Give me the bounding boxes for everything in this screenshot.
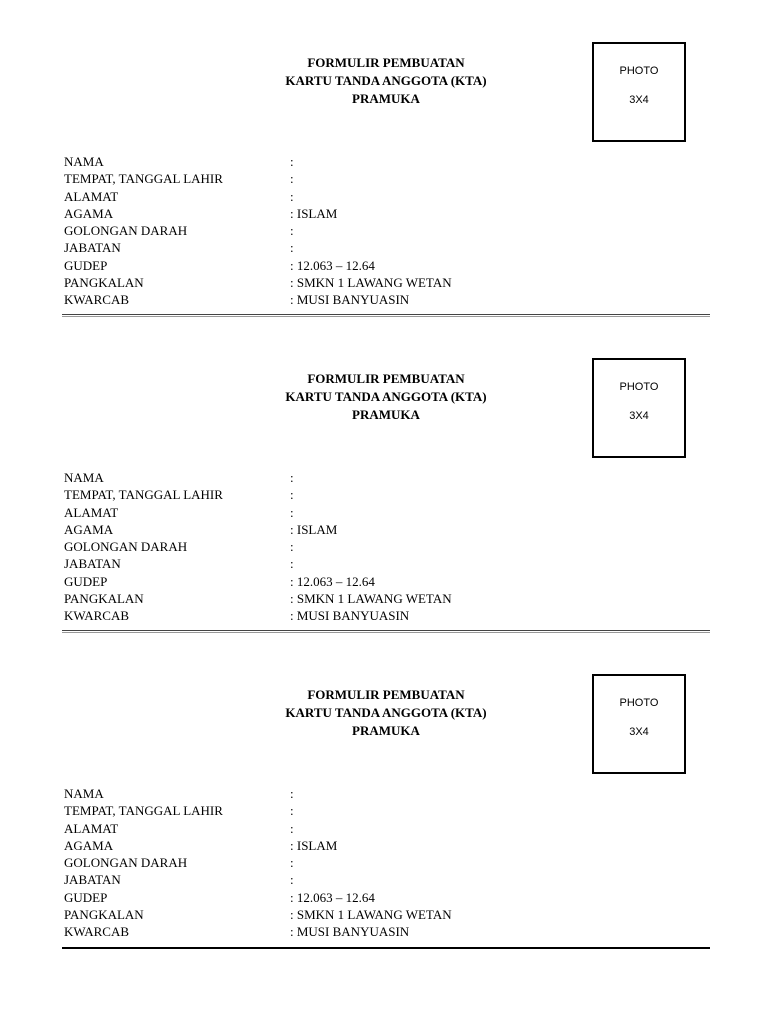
field-row-kwarcab	[64, 291, 710, 308]
field-value: :	[290, 820, 294, 836]
field-value: : 12.063 – 12.64	[290, 573, 375, 589]
field-value: :	[290, 803, 294, 819]
field-label: NAMA	[64, 786, 104, 801]
field-value: : ISLAM	[290, 837, 338, 853]
field-row-pangkalan	[64, 590, 710, 607]
field-label: PANGKALAN	[64, 591, 144, 607]
field-row-golongan-darah	[64, 538, 710, 555]
field-row-jabatan	[64, 239, 710, 256]
form-title-line: FORMULIR PEMBUATAN	[307, 687, 465, 702]
field-value: :	[290, 539, 294, 555]
field-row-agama	[64, 521, 710, 538]
form-fields	[64, 785, 710, 941]
field-label: TEMPAT, TANGGAL LAHIR	[64, 171, 223, 187]
field-row-gudep	[64, 889, 710, 906]
field-value: : MUSI BANYUASIN	[290, 924, 410, 940]
form-title	[200, 686, 572, 740]
field-value: : ISLAM	[290, 521, 338, 537]
field-row-jabatan	[64, 555, 710, 572]
field-row-golongan-darah	[64, 222, 710, 239]
photo-box	[592, 358, 686, 458]
field-value: : MUSI BANYUASIN	[290, 292, 410, 308]
field-row-jabatan	[64, 871, 710, 888]
field-value: :	[290, 504, 294, 520]
field-value: :	[290, 786, 294, 801]
field-value: : ISLAM	[290, 205, 338, 221]
field-row-gudep	[64, 257, 710, 274]
field-label: PANGKALAN	[64, 907, 144, 923]
form-title-line: KARTU TANDA ANGGOTA (KTA)	[285, 73, 487, 88]
photo-label: PHOTO	[619, 697, 659, 709]
field-label: GOLONGAN DARAH	[64, 855, 188, 871]
field-row-nama	[64, 785, 710, 802]
kta-form-1	[0, 42, 768, 342]
field-row-agama	[64, 205, 710, 222]
field-value: : SMKN 1 LAWANG WETAN	[290, 591, 452, 607]
field-label: TEMPAT, TANGGAL LAHIR	[64, 487, 223, 503]
form-title-line: FORMULIR PEMBUATAN	[307, 371, 465, 386]
field-row-ttl	[64, 802, 710, 819]
field-value: :	[290, 154, 294, 169]
field-row-ttl	[64, 170, 710, 187]
form-title	[200, 370, 572, 424]
field-label: AGAMA	[64, 521, 114, 537]
field-label: KWARCAB	[64, 608, 130, 624]
field-value: : SMKN 1 LAWANG WETAN	[290, 907, 452, 923]
field-value: :	[290, 223, 294, 239]
field-label: AGAMA	[64, 205, 114, 221]
form-title-line: KARTU TANDA ANGGOTA (KTA)	[285, 389, 487, 404]
field-label: JABATAN	[64, 556, 121, 572]
field-row-golongan-darah	[64, 854, 710, 871]
field-row-alamat	[64, 820, 710, 837]
field-row-ttl	[64, 486, 710, 503]
photo-box	[592, 42, 686, 142]
field-value: : MUSI BANYUASIN	[290, 608, 410, 624]
field-value: : SMKN 1 LAWANG WETAN	[290, 275, 452, 291]
kta-form-3	[0, 674, 768, 974]
form-title	[200, 54, 572, 108]
field-row-pangkalan	[64, 906, 710, 923]
form-title-line: FORMULIR PEMBUATAN	[307, 55, 465, 70]
field-value: : 12.063 – 12.64	[290, 889, 375, 905]
field-label: GOLONGAN DARAH	[64, 223, 188, 239]
photo-size: 3X4	[629, 94, 649, 106]
field-label: GUDEP	[64, 257, 108, 273]
field-label: KWARCAB	[64, 292, 130, 308]
field-label: GUDEP	[64, 889, 108, 905]
field-value: :	[290, 487, 294, 503]
field-value: :	[290, 470, 294, 485]
field-value: :	[290, 240, 294, 256]
photo-label: PHOTO	[619, 65, 659, 77]
field-row-alamat	[64, 504, 710, 521]
field-row-kwarcab	[64, 607, 710, 624]
field-row-gudep	[64, 573, 710, 590]
field-row-nama	[64, 469, 710, 486]
field-row-kwarcab	[64, 923, 710, 940]
photo-box	[592, 674, 686, 774]
field-label: JABATAN	[64, 872, 121, 888]
field-value: :	[290, 855, 294, 871]
form-title-line: KARTU TANDA ANGGOTA (KTA)	[285, 705, 487, 720]
field-label: ALAMAT	[64, 504, 119, 520]
section-divider	[62, 314, 710, 317]
field-row-alamat	[64, 188, 710, 205]
field-value: :	[290, 872, 294, 888]
section-divider	[62, 947, 710, 949]
section-divider	[62, 630, 710, 633]
form-title-line: PRAMUKA	[352, 723, 420, 738]
field-value: : 12.063 – 12.64	[290, 257, 375, 273]
field-label: KWARCAB	[64, 924, 130, 940]
field-label: JABATAN	[64, 240, 121, 256]
field-value: :	[290, 556, 294, 572]
field-label: ALAMAT	[64, 820, 119, 836]
kta-form-2	[0, 358, 768, 658]
field-row-pangkalan	[64, 274, 710, 291]
field-value: :	[290, 188, 294, 204]
field-value: :	[290, 171, 294, 187]
form-title-line: PRAMUKA	[352, 91, 420, 106]
field-label: TEMPAT, TANGGAL LAHIR	[64, 803, 223, 819]
field-label: GUDEP	[64, 573, 108, 589]
photo-size: 3X4	[629, 726, 649, 738]
field-label: PANGKALAN	[64, 275, 144, 291]
photo-label: PHOTO	[619, 381, 659, 393]
field-label: GOLONGAN DARAH	[64, 539, 188, 555]
field-label: ALAMAT	[64, 188, 119, 204]
form-fields	[64, 153, 710, 309]
field-label: AGAMA	[64, 837, 114, 853]
field-label: NAMA	[64, 154, 104, 169]
field-row-nama	[64, 153, 710, 170]
field-label: NAMA	[64, 470, 104, 485]
form-title-line: PRAMUKA	[352, 407, 420, 422]
photo-size: 3X4	[629, 410, 649, 422]
field-row-agama	[64, 837, 710, 854]
form-fields	[64, 469, 710, 625]
